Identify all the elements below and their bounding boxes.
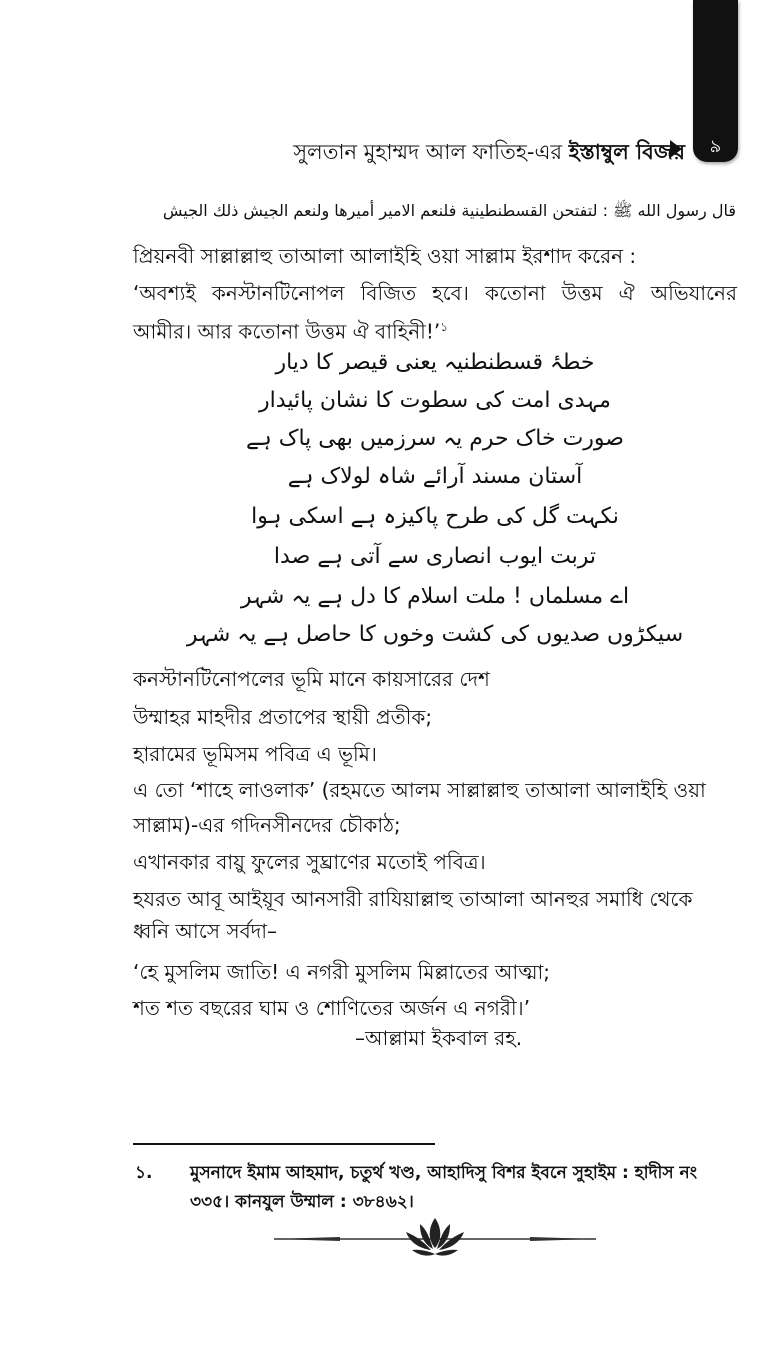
lotus-ornament-icon	[270, 1214, 600, 1258]
poem-line: خطۂ قسطنطنیہ یعنی قیصر کا دیار	[275, 350, 595, 375]
running-header-title: সুলতান মুহাম্মদ আল ফাতিহ-এর	[293, 140, 569, 164]
hadith-translation-line-1: ‘অবশ্যই কনস্টানটিনোপল বিজিত হবে। কতোনা উত্তম ঐ অভিযানের	[133, 281, 737, 305]
footnote-text-line-2: ৩৩৫। কানযুল উম্মাল : ৩৮৪৬২।	[190, 1192, 414, 1212]
translation-line: হারামের ভূমিসম পবিত্র এ ভূমি।	[133, 742, 377, 766]
translation-line: হযরত আবূ আইয়ূব আনসারী রাযিয়াল্লাহু তাআলা আনহুর সমাধি থেকে	[133, 887, 693, 911]
translation-line: কনস্টানটিনোপলের ভূমি মানে কায়সারের দেশ	[133, 667, 490, 691]
translation-line: এ তো ‘শাহে লাওলাক’ (রহমতে আলম সাল্লাল্লাহু তাআলা আলাইহি ওয়া	[133, 778, 706, 802]
hadith-translation-line-2	[133, 310, 737, 349]
translation-line: ধ্বনি আসে সর্বদা–	[133, 919, 278, 943]
footnote-divider	[133, 1143, 435, 1145]
translation-line: এখানকার বায়ু ফুলের সুঘ্রাণের মতোই পবিত্র।	[133, 850, 486, 874]
hadith-translation-text: আমীর। আর কতোনা উত্তম ঐ বাহিনী!’	[133, 319, 441, 344]
header-arrow-icon	[670, 140, 682, 158]
poem-line: سیکڑوں صدیوں کی کشت وخوں کا حاصل ہے یہ شہر	[186, 622, 684, 647]
footnote-text-line-1: মুসনাদে ইমাম আহমাদ, চতুর্থ খণ্ড, আহাদিসু বিশর ইবনে সুহাইম : হাদীস নং	[190, 1163, 698, 1183]
translation-line: শত শত বছরের ঘাম ও শোণিতের অর্জন এ নগরী।’	[133, 996, 531, 1020]
translation-line: ‘হে মুসলিম জাতি! এ নগরী মুসলিম মিল্লাতের আত্মা;	[133, 960, 551, 984]
translation-line: সাল্লাম)-এর গদিনসীনদের চৌকাঠ;	[133, 813, 401, 837]
translation-line: উম্মাহর মাহদীর প্রতাপের স্থায়ী প্রতীক;	[133, 705, 433, 729]
poem-line: تربت ایوب انصاری سے آتی ہے صدا	[273, 544, 597, 569]
poem-line: مہدی امت کی سطوت کا نشان پائیدار	[259, 388, 611, 413]
poem-line: اے مسلماں ! ملت اسلام کا دل ہے یہ شہر	[240, 584, 630, 609]
page-number: ৯	[709, 136, 722, 157]
footnote-marker: ১.	[135, 1163, 153, 1183]
intro-line: প্রিয়নবী সাল্লাল্লাহু তাআলা আলাইহি ওয়া সাল্লাম ইরশাদ করেন :	[133, 244, 637, 268]
poem-line: آستان مسند آرائے شاہ لولاک ہے	[287, 464, 583, 489]
page-number-tab	[693, 0, 738, 162]
running-header	[293, 136, 685, 171]
poem-line: صورت خاک حرم یہ سرزمیں بھی پاک ہے	[246, 426, 624, 451]
poem-line: نکہت گل کی طرح پاکیزہ ہے اسکی ہوا	[251, 504, 619, 529]
running-header-bold-title: ইস্তাম্বুল বিজয়	[568, 140, 685, 164]
arabic-hadith: قال رسول الله ﷺ : لتفتحن القسطنطينية فلنعم الامير أميرها ولنعم الجيش ذلك الجيش	[162, 201, 736, 220]
footnote-reference: ১	[440, 320, 449, 334]
attribution: –আল্লামা ইকবাল রহ.	[355, 1026, 523, 1050]
